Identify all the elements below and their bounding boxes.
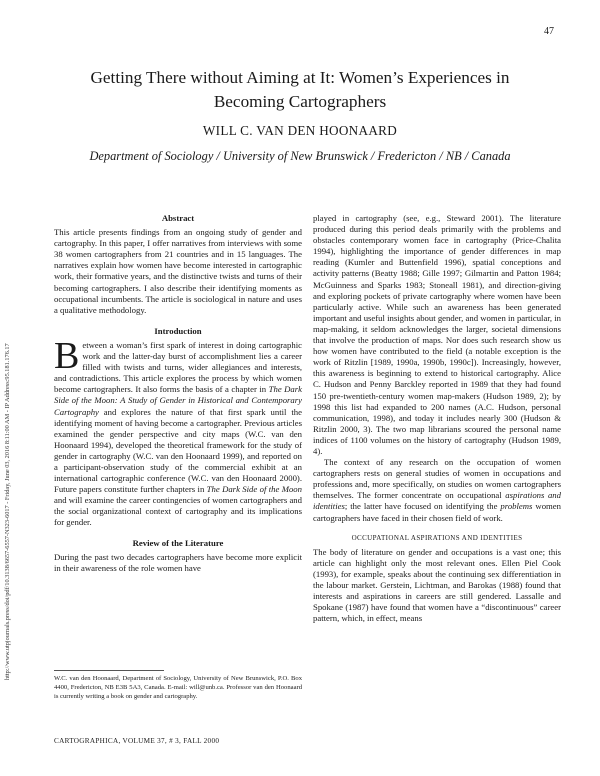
review-text: During the past two decades cartographers have become more explicit in their awareness of the role women have: [54, 551, 302, 573]
drop-cap: B: [54, 334, 80, 377]
intro-text-a: etween a woman’s first spark of interest in doing cartographic work and the latter-day burst of accomplishment lies a career filled with twists and turns, wider allegiances and interests, and contradictions. This article explores the process by which women become cartographers. It also forms the basis of a chapter in: [54, 339, 302, 395]
journal-footer: CARTOGRAPHICA, VOLUME 37, # 3, FALL 2000: [54, 737, 220, 745]
para2-italic-aspirations: aspirations and identities: [313, 490, 561, 512]
abstract-heading: Abstract: [161, 213, 195, 223]
page-number: 47: [544, 26, 554, 37]
introduction-paragraph: [54, 334, 302, 529]
title-line-1: Getting There without Aiming at It: Women’s Experiences in: [90, 68, 510, 87]
article-title: [50, 66, 550, 114]
download-watermark: http://www.utpjournals.press/doi/pdf/10.3138/6657-6557-N323-6017 - Friday, June 03, 2016 8:11:00 AM - IP Address:95.181.176.17: [4, 343, 11, 680]
introduction-heading: Introduction: [154, 325, 202, 336]
author-affiliation: Department of Sociology / University of New Brunswick / Fredericton / NB / Canada: [89, 149, 511, 163]
review-heading: Review of the Literature: [132, 537, 224, 548]
footnote-rule: [54, 670, 164, 671]
right-paragraph-2: [313, 457, 561, 524]
intro-text-b: and explores the nature of that first spark until the identifying moment of having become a cartographer. Previous articles examined the gender perspective and city maps (W.C. van den Hoonaard 1994), developed the theoretical framework for the study of gender in cartography (W.C. van den Hoonaard 1999), and reported on a participant-observation study of the commercial exhibit at an international cartographic conference (W.C. van den Hoonaard 2000). Future papers constitute further chapters in: [54, 406, 302, 495]
book-title-short: The Dark Side of the Moon: [206, 484, 302, 495]
right-paragraph-3: The body of literature on gender and occupations is a vast one; this article can highlight only the most relevant ones. Ellen Piel Cook (1993), for example, speaks about the continuing sex differentiation in the labour market. Gerstein, Lichtman, and Barokas (1988) found that interests and aspirations in careers are still gendered. Lassalle and Spokane (1987) have found that women have a “discontinuous” career pattern, which, in effect, means: [313, 546, 561, 624]
right-column: [313, 213, 561, 624]
book-title: The Dark Side of the Moon: A Study of Gender in Historical and Contemporary Cartography: [54, 384, 302, 417]
title-line-2: Becoming Cartographers: [213, 92, 387, 111]
para2-italic-problems: problems: [500, 501, 533, 512]
para2-text-b: ; the latter have focused on identifying the: [344, 501, 501, 512]
abstract-text: This article presents findings from an ongoing study of gender and cartography. In this paper, I offer narratives from interviews with some 38 women cartographers from 21 countries and in 15 languages. The narratives explain how women have become interested in cartographic work, their formative years, and the distinctive twists and turns of their becoming cartographers. I also describe their identifying moments as occupational incumbents. The article is sociological in nature and uses a qualitative methodology.: [54, 227, 302, 315]
subsection-heading: OCCUPATIONAL ASPIRATIONS AND IDENTITIES: [351, 533, 523, 542]
intro-text-c: and will examine the career contingencies of women cartographers and the social organizational context of cartography and its implications for gender.: [54, 495, 302, 528]
left-column: [54, 213, 302, 574]
para2-text-a: The context of any research on the occupation of women cartographers rests on general studies of women in occupations and professions and, more specifically, on studies on women cartographers themselves. The former concentrate on occupational: [313, 457, 561, 501]
author-name: WILL C. VAN DEN HOONAARD: [202, 123, 398, 138]
right-paragraph-1: played in cartography (see, e.g., Steward 2001). The literature produced during this period deals primarily with the problems and obstacles contemporary women face in cartography (Price-Chalita 1994), highlighting the importance of gender differences in map reading (Kumler and Buttenfield 1996), spatial conceptions and activity patterns (Beatty 1988; Gille 1997; Gilmartin and Patton 1984; McGuinness and Sparks 1983; Stoneall 1981), and direction-giving and exploring pockets of private cartography where women have been particularly active. While such an awareness has been generated important and useful insights about gender, and women in particular, in map-making, it seldom acknowledges the larger, societal dimensions that involve the production of maps. Nor does such research show us how women have contributed to the field (a notable exception is the work of Ritzlin [1989, 1990a, 1990b, 1990c]). Increasingly, however, this awareness is beginning to extend to historical cartography. Alice C. Hudson and Penny Barckley reported in 1989 that they had found 150 pre-twentieth-century women map-makers (Hudson 1989, 2); by 1998 this list had expanded to 200 names (A.C. Hudson, personal communication, 1998), and today it includes nearly 300 (Hudson & Ritzlin 2000, 3). The two map librarians scoured the personal name indices of 1100 volumes on the history of cartography (Hudson 1989, 4).: [313, 213, 561, 456]
author-footnote: W.C. van den Hoonaard, Department of Sociology, University of New Brunswick, P.O. Box 4400, Fredericton, NB E3B 5A3, Canada. E-mail: will@unb.ca. Professor van den Hoonaard is currently writing a book on gender and cartography.: [54, 675, 302, 700]
para2-text-c: women cartographers have faced in their chosen field of work.: [313, 501, 561, 523]
